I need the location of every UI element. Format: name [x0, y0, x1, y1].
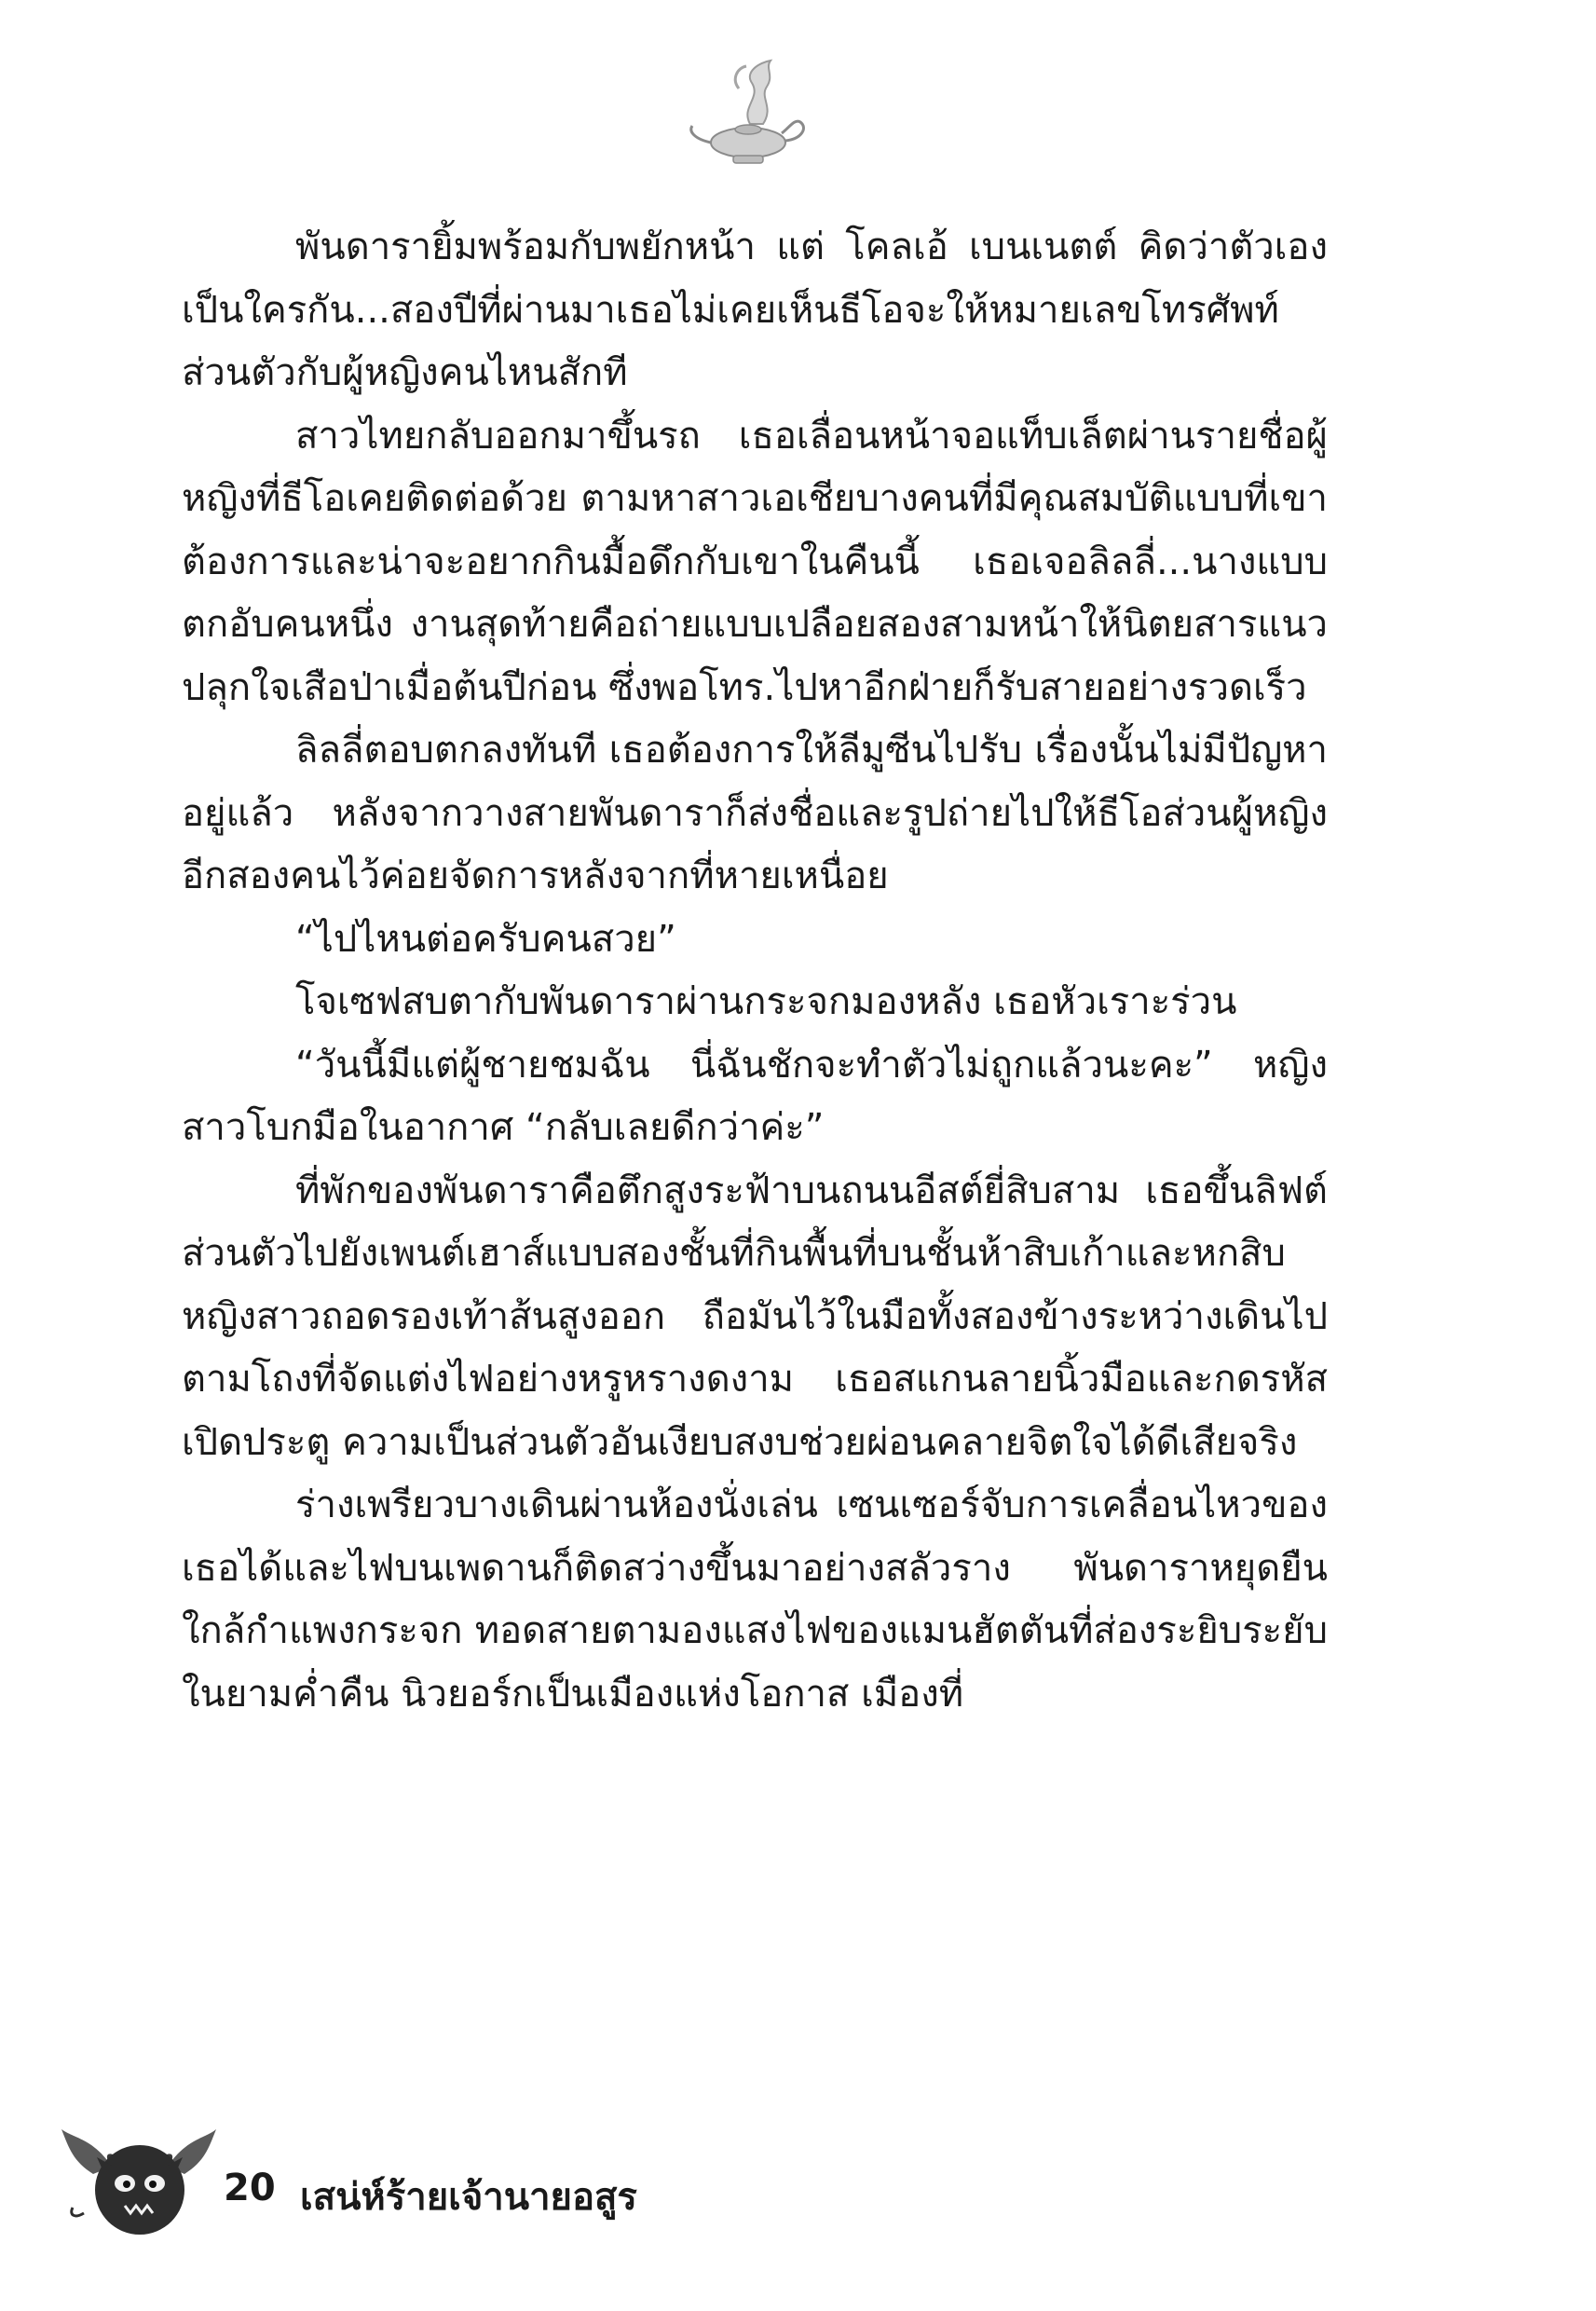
- winged-monster-icon: [56, 2101, 219, 2250]
- genie-lamp-icon: [685, 51, 815, 172]
- paragraph: ที่พักของพันดาราคือตึกสูงระฟ้าบนถนนอีสต์ยี่สิบสาม เธอขึ้นลิฟต์ส่วนตัวไปยังเพนต์เฮาส์แบบสองชั้นที่กินพื้นที่บนชั้นห้าสิบเก้าและหกสิบ หญิงสาวถอดรองเท้าส้นสูงออก ถือมันไว้ในมือทั้งสองข้างระหว่างเดินไปตามโถงที่จัดแต่งไฟอย่างหรูหรางดงาม เธอสแกนลายนิ้วมือและกดรหัสเปิดประตู ความเป็นส่วนตัวอันเงียบสงบช่วยผ่อนคลายจิตใจได้ดีเสียจริง: [182, 1169, 1328, 1464]
- paragraph: ลิลลี่ตอบตกลงทันที เธอต้องการให้ลีมูซีนไปรับ เรื่องนั้นไม่มีปัญหาอยู่แล้ว หลังจากวางสายพันดาราก็ส่งชื่อและรูปถ่ายไปให้ธีโอส่วนผู้หญิงอีกสองคนไว้ค่อยจัดการหลังจากที่หายเหนื่อย: [182, 729, 1328, 897]
- body-text: [182, 216, 1328, 1726]
- paragraph: ร่างเพรียวบางเดินผ่านห้องนั่งเล่น เซนเซอร์จับการเคลื่อนไหวของเธอได้และไฟบนเพดานก็ติดสว่างขึ้นมาอย่างสลัวราง พันดาราหยุดยืนใกล้กำแพงกระจก ทอดสายตามองแสงไฟของแมนฮัตตันที่ส่องระยิบระยับในยามค่ำคืน นิวยอร์กเป็นเมืองแห่งโอกาส เมืองที่: [182, 1484, 1328, 1716]
- paragraph: พันดารายิ้มพร้อมกับพยักหน้า แต่ โคลเอ้ เบนเนตต์ คิดว่าตัวเองเป็นใครกัน...สองปีที่ผ่านมาเธอไม่เคยเห็นธีโอจะให้หมายเลขโทรศัพท์ส่วนตัวกับผู้หญิงคนไหนสักที: [182, 226, 1328, 394]
- page-number: 20: [224, 2167, 276, 2209]
- paragraph: โจเซฟสบตากับพันดาราผ่านกระจกมองหลัง เธอหัวเราะร่วน: [295, 980, 1237, 1023]
- dialogue-line: “วันนี้มีแต่ผู้ชายชมฉัน นี่ฉันชักจะทำตัวไม่ถูกแล้วนะคะ” หญิงสาวโบกมือในอากาศ “กลับเลยดีกว่าค่ะ”: [182, 1043, 1328, 1149]
- book-title: เสน่ห์ร้ายเจ้านายอสูร: [300, 2176, 637, 2219]
- page-footer: [56, 2101, 894, 2250]
- paragraph: สาวไทยกลับออกมาขึ้นรถ เธอเลื่อนหน้าจอแท็บเล็ตผ่านรายชื่อผู้หญิงที่ธีโอเคยติดต่อด้วย ตามหาสาวเอเชียบางคนที่มีคุณสมบัติแบบที่เขาต้องการและน่าจะอยากกินมื้อดึกกับเขาในคืนนี้ เธอเจอลิลลี่...นางแบบตกอับคนหนึ่ง งานสุดท้ายคือถ่ายแบบเปลือยสองสามหน้าให้นิตยสารแนวปลุกใจเสือป่าเมื่อต้นปีก่อน ซึ่งพอโทร.ไปหาอีกฝ่ายก็รับสายอย่างรวดเร็ว: [182, 414, 1328, 709]
- dialogue-line: “ไปไหนต่อครับคนสวย”: [295, 917, 676, 961]
